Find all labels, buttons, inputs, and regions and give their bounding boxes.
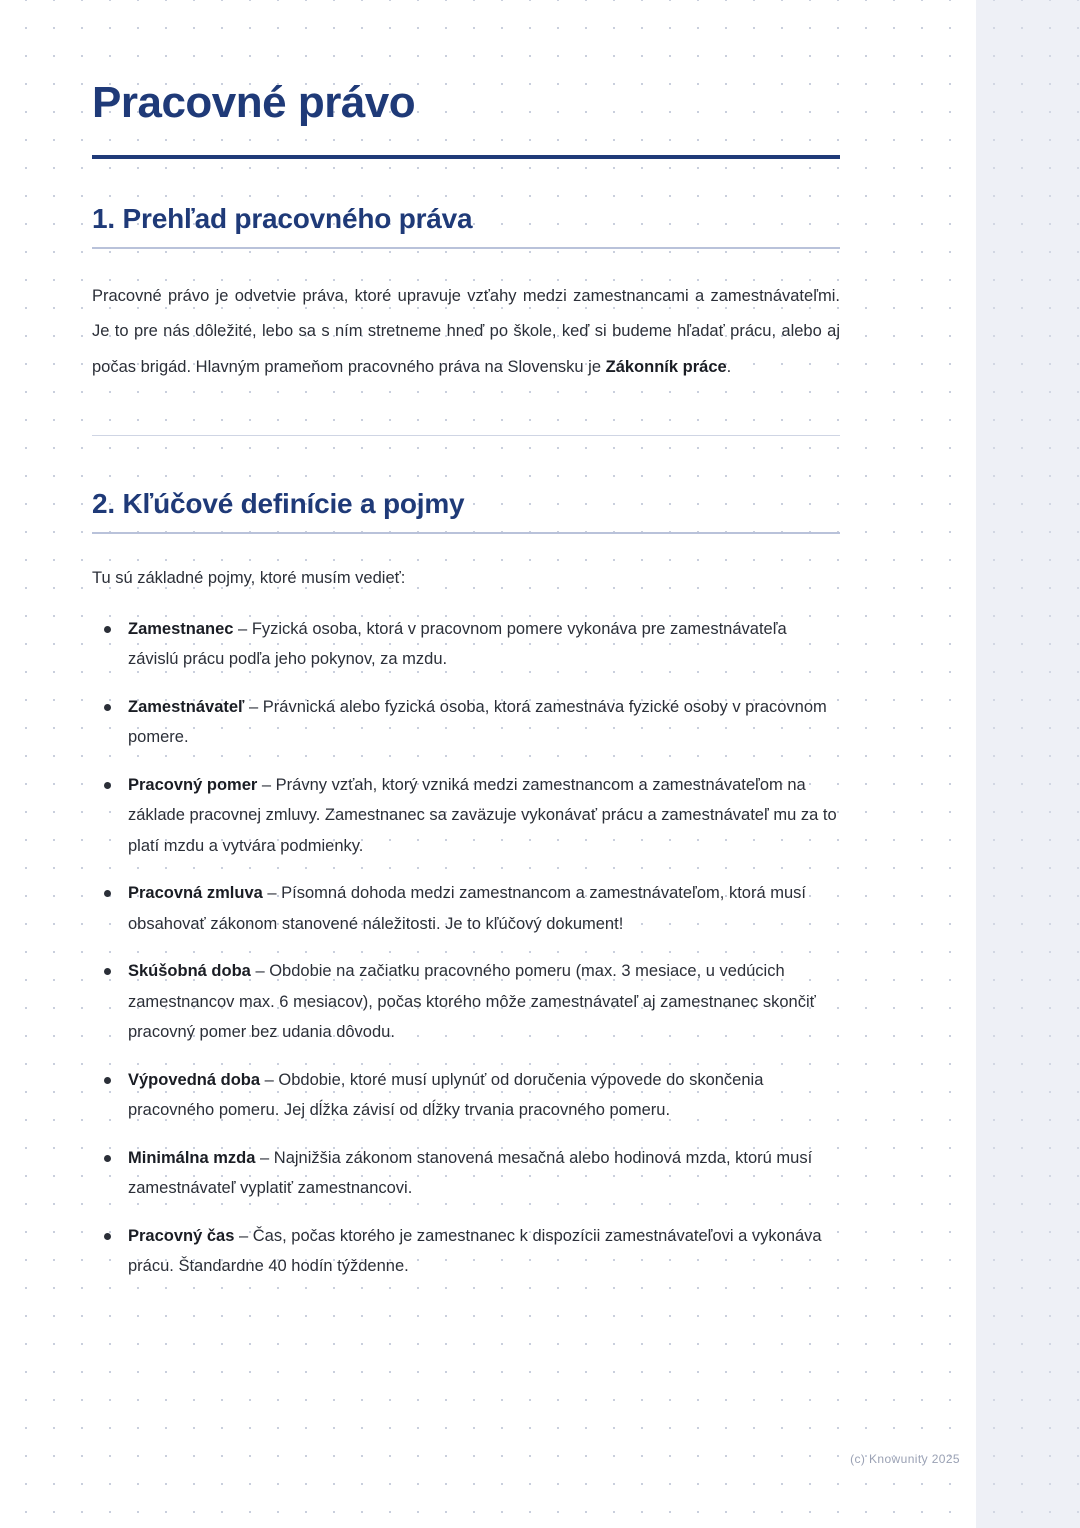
document-content <box>92 78 840 1299</box>
section-heading-definitions: 2. Kľúčové definície a pojmy <box>92 488 465 519</box>
list-item <box>92 614 840 675</box>
list-item <box>92 878 840 939</box>
section-heading-overview: 1. Prehľad pracovného práva <box>92 202 473 234</box>
term-definition: – Obdobie na začiatku pracovného pomeru (max. 3 mesiace, u vedúcich zamestnancov max. 6 mesiacov), počas ktorého môže zamestnávateľ aj zamestnanec skončiť pracovný pomer bez udania dôvodu. <box>128 962 816 1042</box>
term-label: Minimálna mzda <box>128 1148 256 1167</box>
overview-text-part2: . <box>726 357 732 376</box>
term-label: Skúšobná doba <box>128 962 251 981</box>
term-definition: – Právnická alebo fyzická osoba, ktorá zamestnáva fyzické osoby v pracovnom pomere. <box>128 697 827 747</box>
right-margin-dots <box>976 0 1080 1528</box>
list-item <box>92 1065 840 1126</box>
term-definition: – Obdobie, ktoré musí uplynúť od doručenia výpovede do skončenia pracovného pomeru. Jej dĺžka závisí od dĺžky trvania pracovného pomeru. <box>128 1070 764 1120</box>
term-label: Pracovný pomer <box>128 775 258 794</box>
section-heading-rule-2 <box>92 532 840 534</box>
term-definition: – Čas, počas ktorého je zamestnanec k dispozícii zamestnávateľovi a vykonáva prácu. Štandardne 40 hodín týždenne. <box>128 1226 822 1276</box>
footer-credit: (c) Knowunity 2025 <box>850 1452 960 1466</box>
section-divider <box>92 435 840 436</box>
term-definition: – Fyzická osoba, ktorá v pracovnom pomere vykonáva pre zamestnávateľa závislú prácu podľa jeho pokynov, za mzdu. <box>128 619 787 669</box>
term-label: Výpovedná doba <box>128 1070 261 1089</box>
term-label: Pracovný čas <box>128 1226 235 1245</box>
list-item <box>92 1221 840 1282</box>
page-title: Pracovné právo <box>92 78 416 127</box>
definitions-list <box>92 614 840 1282</box>
term-label: Zamestnávateľ <box>128 697 245 716</box>
title-divider <box>92 155 840 159</box>
list-item <box>92 956 840 1048</box>
definitions-intro: Tu sú základné pojmy, ktoré musím vedieť: <box>92 569 406 587</box>
term-definition: – Právny vzťah, ktorý vzniká medzi zamestnancom a zamestnávateľom na základe pracovnej zmluvy. Zamestnanec sa zaväzuje vykonávať prácu a zamestnávateľ mu za to platí mzdu a vytvára podmienky. <box>128 775 837 855</box>
list-item <box>92 770 840 862</box>
term-definition: – Písomná dohoda medzi zamestnancom a zamestnávateľom, ktorá musí obsahovať zákonom stanovené náležitosti. Je to kľúčový dokument! <box>128 884 806 933</box>
list-item <box>92 692 840 753</box>
term-label: Pracovná zmluva <box>128 884 263 903</box>
section-heading-rule <box>92 247 840 249</box>
overview-text-part1: Pracovné právo je odvetvie práva, ktoré upravuje vzťahy medzi zamestnancami a zamestnávateľmi. Je to pre nás dôležité, lebo sa s ním stretneme hneď po škole, keď si budeme hľadať prácu, alebo aj počas brigád. Hlavným prameňom pracovného práva na Slovensku je <box>92 286 840 376</box>
right-margin-strip <box>974 0 1080 1528</box>
list-item <box>92 1143 840 1204</box>
overview-paragraph <box>92 279 840 385</box>
term-label: Zamestnanec <box>128 619 234 638</box>
term-definition: – Najnižšia zákonom stanovená mesačná alebo hodinová mzda, ktorú musí zamestnávateľ vyplatiť zamestnancovi. <box>128 1148 813 1198</box>
overview-text-bold: Zákonník práce <box>605 357 727 376</box>
